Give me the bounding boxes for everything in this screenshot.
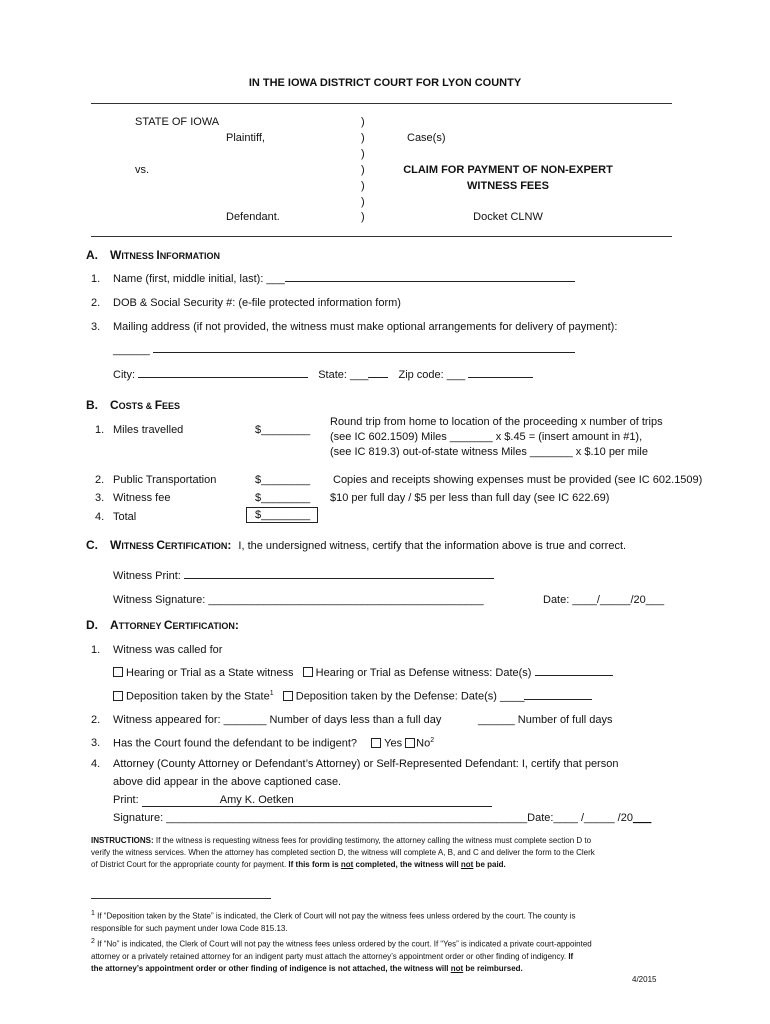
attorney-print-value: Amy K. Oetken — [219, 794, 294, 806]
footnote-number: 1 — [91, 910, 95, 917]
section-letter: C. — [86, 538, 98, 552]
days-less-than-full-field[interactable]: Witness appeared for: _______ Number of days less than a full day — [113, 714, 442, 726]
attorney-certification-line1: Attorney (County Attorney or Defendant’s Attorney) or Self-Represented Defendant: I, certify that person — [113, 758, 619, 770]
item-number: 2. — [91, 714, 101, 726]
miles-note-line2: (see IC 602.1509) Miles _______ x $.45 = (insert amount in #1), — [330, 431, 643, 443]
plaintiff-name: STATE OF IOWA — [135, 116, 220, 128]
footnote-line — [91, 908, 575, 923]
claim-title-line2: WITNESS FEES — [467, 180, 549, 192]
caption-paren: ) — [361, 132, 365, 144]
cost-row-label: Witness fee — [113, 492, 171, 504]
footnote-text: If “No” is indicated, the Clerk of Court will not pay the witness fees unless ordered by the court. If “Yes” is indicated a private court-appointed — [94, 939, 592, 949]
instructions-line — [91, 859, 595, 871]
no-label: No — [416, 737, 431, 750]
item-number: 3. — [91, 737, 101, 749]
caption-paren: ) — [361, 116, 365, 128]
attorney-signature-field[interactable]: Signature: ___________________________________________________________ — [113, 812, 528, 824]
heading-part: C — [163, 618, 173, 632]
indigent-no-checkbox[interactable] — [405, 738, 415, 748]
footnote-bold: be reimbursed. — [463, 963, 523, 973]
witness-certification-statement: I, the undersigned witness, certify that the information above is true and correct. — [238, 540, 627, 552]
section-c-heading — [86, 538, 626, 552]
defense-deposition-checkbox[interactable] — [283, 691, 293, 701]
address-prefix: ______ — [113, 344, 153, 356]
miles-amount-field[interactable]: $________ — [255, 424, 311, 436]
caption-paren: ) — [361, 180, 365, 192]
header-rule-bottom — [91, 236, 672, 237]
cost-row-label: Miles travelled — [113, 424, 184, 436]
item-number: 4. — [91, 758, 101, 770]
state-deposition-label: Deposition taken by the State — [126, 690, 270, 703]
item-number: 2. — [91, 297, 101, 309]
witness-name-row — [113, 273, 575, 285]
defense-trial-label: Hearing or Trial as Defense witness: Date(s) — [315, 667, 535, 679]
footnote-1 — [91, 908, 575, 935]
cost-row-number: 4. — [95, 511, 105, 523]
miles-note-line1: Round trip from home to location of the proceeding x number of trips — [330, 416, 663, 428]
heading-part: ITNESS — [121, 541, 157, 551]
section-a-heading — [86, 248, 220, 262]
cost-row-number: 2. — [95, 474, 105, 486]
footnote-bold: If — [568, 951, 574, 961]
heading-part: W — [110, 248, 122, 262]
instructions-not: not — [340, 860, 354, 869]
called-options-row1 — [113, 667, 613, 679]
witness-called-label: Witness was called for — [113, 644, 223, 656]
state-field-line[interactable] — [368, 377, 388, 378]
caption-paren: ) — [361, 164, 365, 176]
full-days-field[interactable]: ______ Number of full days — [478, 714, 613, 726]
revision-date: 4/2015 — [632, 975, 657, 984]
cost-row-label: Public Transportation — [113, 474, 217, 486]
defense-deposition-date-field[interactable] — [524, 699, 592, 700]
footnote-text: If “Deposition taken by the State” is indicated, the Clerk of Court will not pay the witness fees unless ordered by the court. The county is — [94, 911, 576, 921]
state-deposition-checkbox[interactable] — [113, 691, 123, 701]
transport-note: Copies and receipts showing expenses must be provided (see IC 602.1509) — [333, 474, 703, 486]
indigent-question: Has the Court found the defendant to be indigent? — [113, 737, 358, 750]
section-d-heading — [86, 618, 239, 632]
heading-part: C — [110, 398, 119, 412]
heading-part: NFORMATION — [159, 251, 221, 261]
defense-trial-checkbox[interactable] — [303, 667, 313, 677]
footnote-2 — [91, 936, 592, 975]
instructions-not: not — [460, 860, 474, 869]
city-field[interactable] — [138, 377, 308, 378]
attorney-signature-row — [113, 812, 651, 824]
instructions-block — [91, 835, 595, 871]
item-number: 3. — [91, 321, 101, 333]
attorney-print-row — [113, 794, 492, 807]
attorney-certification-line2: above did appear in the above captioned case. — [113, 776, 342, 788]
zip-field[interactable]: ___ — [446, 369, 469, 381]
heading-part: : — [227, 538, 232, 552]
mailing-address-label: Mailing address (if not provided, the witness must make optional arrangements for delivery of payment): — [113, 321, 618, 333]
heading-part: OSTS & — [118, 401, 155, 411]
footnote-not: not — [450, 963, 464, 973]
indigent-yes-checkbox[interactable] — [371, 738, 381, 748]
cost-row-number: 1. — [95, 424, 105, 436]
instructions-bold: If this form is — [288, 860, 341, 869]
item-number: 1. — [91, 644, 101, 656]
witness-print-label: Witness Print: — [113, 570, 184, 582]
section-b-heading — [86, 398, 180, 412]
attorney-date-field[interactable]: Date:____ /_____ /20 — [527, 812, 633, 824]
cost-row-label: Total — [113, 511, 137, 523]
heading-part: I — [156, 248, 160, 262]
footnote-ref-2: 2 — [430, 737, 435, 744]
footnote-text: attorney or a privately retained attorney for an indigent party must attach the attorney’s appointment order or other finding of indigency. — [91, 951, 569, 961]
witness-print-field[interactable] — [184, 578, 494, 579]
footnote-number: 2 — [91, 938, 95, 945]
witness-name-field[interactable] — [285, 281, 575, 282]
footnote-separator — [91, 898, 271, 899]
item-number: 1. — [91, 273, 101, 285]
miles-note-line3: (see IC 819.3) out-of-state witness Miles _______ x $.10 per mile — [330, 446, 648, 458]
state-trial-checkbox[interactable] — [113, 667, 123, 677]
heading-part: EES — [162, 401, 181, 411]
footnote-bold: the attorney’s appointment order or other finding of indigence is not attached, the witness will — [91, 963, 451, 973]
instructions-label: INSTRUCTIONS: — [91, 836, 154, 845]
vs-label: vs. — [135, 164, 150, 176]
defense-deposition-label: Deposition taken by the Defense: Date(s) ____ — [295, 690, 525, 703]
heading-part: ERTIFICATION — [172, 621, 235, 631]
witness-signature-field[interactable]: Witness Signature: _____________________________________________ — [113, 594, 484, 606]
attorney-date-year[interactable]: ___ — [632, 812, 652, 824]
footnote-line — [91, 936, 592, 951]
instructions-text: If the witness is requesting witness fees for providing testimony, the attorney calling the witness must complete section D to — [153, 836, 592, 845]
called-options-row2 — [113, 690, 592, 703]
heading-part: C — [156, 538, 166, 552]
instructions-text: of District Court for the appropriate county for payment. — [91, 860, 289, 869]
instructions-bold: be paid. — [473, 860, 506, 869]
zip-label: Zip code: — [398, 369, 447, 381]
heading-part: F — [154, 398, 163, 412]
plaintiff-label: Plaintiff, — [226, 132, 265, 144]
cases-label: Case(s) — [407, 132, 446, 144]
indigent-row — [113, 737, 434, 750]
footnote-ref-1: 1 — [269, 690, 274, 697]
docket-label: Docket CLNW — [473, 211, 543, 223]
caption-paren: ) — [361, 148, 365, 160]
dob-ssn-label: DOB & Social Security #: (e-file protected information form) — [113, 297, 401, 309]
footnote-line — [91, 963, 592, 975]
witness-fee-note: $10 per full day / $5 per less than full day (see IC 622.69) — [330, 492, 610, 504]
witness-print-row — [113, 570, 494, 582]
section-letter: A. — [86, 248, 98, 262]
caption-paren: ) — [361, 196, 365, 208]
court-title: IN THE IOWA DISTRICT COURT FOR LYON COUNTY — [248, 77, 522, 89]
city-label: City: — [113, 369, 139, 381]
heading-part: A — [110, 618, 119, 632]
section-letter: D. — [86, 618, 98, 632]
instructions-line: verify the witness services. When the attorney has completed section D, the witness will complete A, B, and C and deliver the form to the Clerk — [91, 848, 595, 857]
footnote-line — [91, 951, 592, 963]
witness-name-label: Name (first, middle initial, last): ___ — [113, 273, 285, 285]
cost-row-number: 3. — [95, 492, 105, 504]
zip-field-line[interactable] — [468, 377, 533, 378]
heading-part: : — [234, 618, 239, 632]
defendant-label: Defendant. — [226, 211, 280, 223]
claim-title-line1: CLAIM FOR PAYMENT OF NON-EXPERT — [403, 164, 613, 176]
state-trial-label: Hearing or Trial as a State witness — [126, 667, 294, 679]
address-field[interactable] — [153, 352, 575, 353]
heading-part: ITNESS — [121, 251, 157, 261]
defense-trial-date-field[interactable] — [535, 675, 613, 676]
witness-date-field[interactable]: Date: ____/_____/20___ — [543, 594, 665, 606]
state-field[interactable]: ___ — [349, 369, 369, 381]
attorney-print-field[interactable] — [142, 794, 492, 807]
state-label: State: — [318, 369, 350, 381]
total-amount-field[interactable]: $________ — [246, 507, 318, 523]
header-rule-top — [91, 103, 672, 104]
yes-label: Yes — [384, 737, 406, 750]
heading-part: TTORNEY — [118, 621, 164, 631]
address-line-row — [113, 344, 575, 356]
attorney-print-label: Print: — [113, 794, 142, 806]
city-state-zip-row — [113, 369, 533, 381]
heading-part: ERTIFICATION — [165, 541, 228, 551]
witness-fee-amount-field[interactable]: $________ — [255, 492, 311, 504]
caption-paren: ) — [361, 211, 365, 223]
transport-amount-field[interactable]: $________ — [255, 474, 311, 486]
section-letter: B. — [86, 398, 98, 412]
instructions-bold: completed, the witness will — [353, 860, 461, 869]
heading-part: W — [110, 538, 122, 552]
instructions-line — [91, 835, 595, 847]
footnote-line: responsible for such payment under Iowa Code 815.13. — [91, 923, 288, 933]
